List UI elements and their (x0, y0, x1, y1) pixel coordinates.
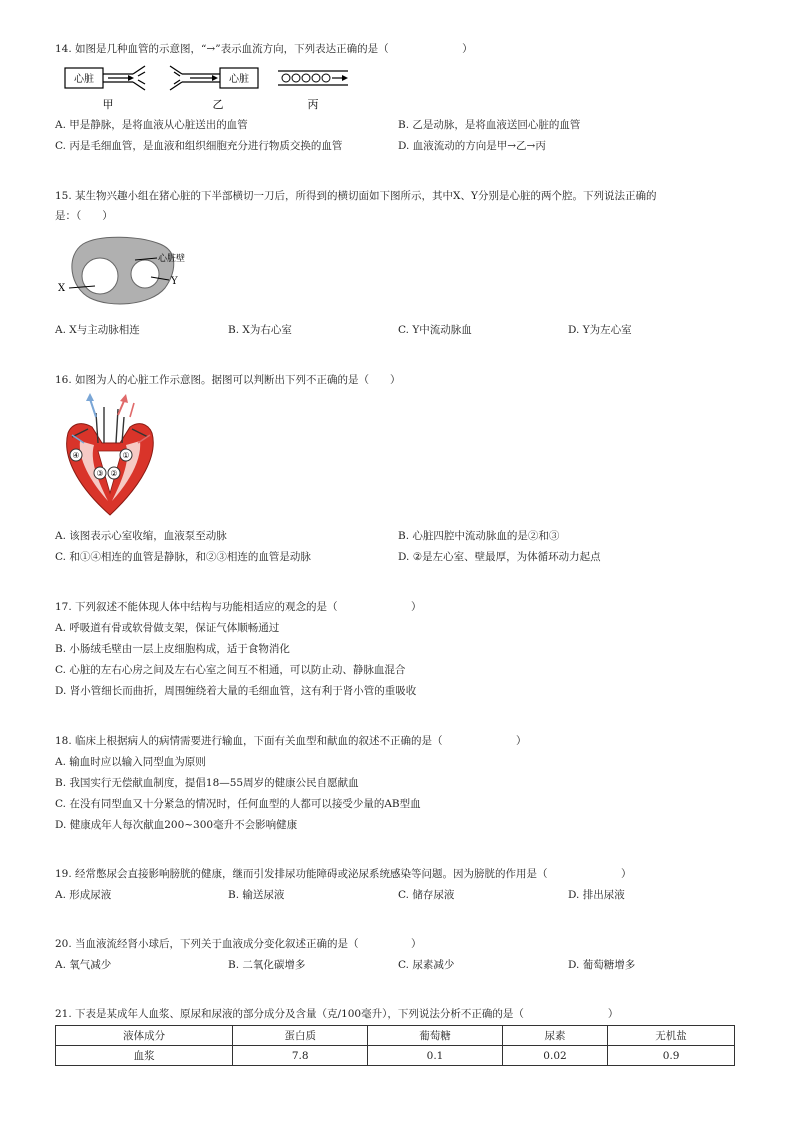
q16-option-c: C. 和①④相连的血管是静脉，和②③相连的血管是动脉 (55, 551, 311, 563)
q18-option-c: C. 在没有同型血又十分紧急的情况时，任何血型的人都可以接受少量的AB型血 (55, 798, 421, 810)
q16-stem: 16. 如图为人的心脏工作示意图。据图可以判断出下列不正确的是（ ） (55, 374, 401, 386)
q18-option-a: A. 输血时应以输入同型血为原则 (55, 756, 206, 768)
q15-label-wall: 心脏壁 (158, 254, 186, 264)
q17-option-c: C. 心脏的左右心房之间及左右心室之间互不相通，可以防止动、静脉血混合 (55, 664, 406, 676)
q20-option-c: C. 尿素减少 (398, 959, 455, 971)
table-cell: 7.8 (233, 1046, 368, 1066)
q14-label-yi: 乙 (212, 98, 224, 111)
q19-option-a: A. 形成尿液 (55, 889, 112, 901)
q15-option-a: A. X与主动脉相连 (55, 324, 140, 336)
q16-mark-1: ① (122, 451, 130, 460)
q14-option-d: D. 血液流动的方向是甲→乙→丙 (398, 140, 546, 152)
q14-option-c: C. 丙是毛细血管，是血液和组织细胞充分进行物质交换的血管 (55, 140, 343, 152)
q21-stem: 21. 下表是某成年人血浆、原尿和尿液的部分成分及含量（克/100毫升），下列说法分析不正确的是（ ） (55, 1008, 619, 1020)
table-row (56, 1046, 735, 1066)
q16-mark-3: ③ (96, 469, 104, 478)
table-header-cell: 液体成分 (56, 1026, 233, 1046)
q16-option-a: A. 该图表示心室收缩，血液泵至动脉 (55, 530, 227, 542)
q14-heart-label-1: 心脏 (74, 74, 94, 85)
table-header-cell: 葡萄糖 (368, 1026, 503, 1046)
q15-option-b: B. X为右心室 (228, 324, 292, 336)
q14-heart-label-2: 心脏 (229, 74, 249, 85)
table-header-row (56, 1026, 735, 1046)
q17-option-d: D. 肾小管细长而曲折，周围缠绕着大量的毛细血管，这有利于肾小管的重吸收 (55, 685, 417, 697)
table-header-cell: 蛋白质 (233, 1026, 368, 1046)
q15-label-x: X (58, 283, 66, 294)
q17-option-b: B. 小肠绒毛壁由一层上皮细胞构成，适于食物消化 (55, 643, 290, 655)
q21-table (55, 1025, 735, 1066)
q14-label-bing: 丙 (307, 98, 319, 111)
q19-stem: 19. 经常憋尿会直接影响膀胱的健康，继而引发排尿功能障碍或泌尿系统感染等问题。因为膀胱的作用是（ ） (55, 868, 632, 880)
q14-label-jia: 甲 (102, 98, 114, 111)
q19-option-c: C. 储存尿液 (398, 889, 455, 901)
q18-option-b: B. 我国实行无偿献血制度，提倡18—55周岁的健康公民自愿献血 (55, 777, 359, 789)
q16-option-d: D. ②是左心室、壁最厚，为体循环动力起点 (398, 551, 601, 563)
table-header-cell: 无机盐 (608, 1026, 735, 1046)
q16-option-b: B. 心脏四腔中流动脉血的是②和③ (398, 530, 560, 542)
q16-heart-diagram (58, 393, 168, 521)
table-header-cell: 尿素 (502, 1026, 607, 1046)
q15-stem-line2: 是：（ ） (55, 210, 113, 222)
q14-vessel-figure (60, 62, 360, 112)
table-cell: 0.9 (608, 1046, 735, 1066)
q15-label-y: Y (171, 276, 178, 287)
q20-stem: 20. 当血液流经肾小球后，下列关于血液成分变化叙述正确的是（ ） (55, 938, 422, 950)
q14-stem: 14. 如图是几种血管的示意图，“→”表示血流方向，下列表达正确的是（ ） (55, 43, 473, 55)
q18-stem: 18. 临床上根据病人的病情需要进行输血，下面有关血型和献血的叙述不正确的是（ ） (55, 735, 527, 747)
q16-mark-4: ④ (72, 451, 80, 460)
q15-heart-cross-section (55, 232, 205, 312)
q14-option-a: A. 甲是静脉，是将血液从心脏送出的血管 (55, 119, 248, 131)
q15-option-c: C. Y中流动脉血 (398, 324, 472, 336)
q20-option-a: A. 氧气减少 (55, 959, 112, 971)
q15-option-d: D. Y为左心室 (568, 324, 632, 336)
q14-option-b: B. 乙是动脉，是将血液送回心脏的血管 (398, 119, 581, 131)
q18-option-d: D. 健康成年人每次献血200~300毫升不会影响健康 (55, 819, 298, 831)
q17-stem: 17. 下列叙述不能体现人体中结构与功能相适应的观念的是（ ） (55, 601, 422, 613)
q20-option-b: B. 二氧化碳增多 (228, 959, 306, 971)
q19-option-d: D. 排出尿液 (568, 889, 625, 901)
table-cell: 0.1 (368, 1046, 503, 1066)
q19-option-b: B. 输送尿液 (228, 889, 285, 901)
table-cell: 0.02 (502, 1046, 607, 1066)
q16-mark-2: ② (110, 469, 118, 478)
q20-option-d: D. 葡萄糖增多 (568, 959, 636, 971)
q15-stem-line1: 15. 某生物兴趣小组在猪心脏的下半部横切一刀后，所得到的横切面如下图所示，其中X、Y分别是心脏的两个腔。下列说法正确的 (55, 190, 657, 202)
table-cell: 血浆 (56, 1046, 233, 1066)
q17-option-a: A. 呼吸道有骨或软骨做支架，保证气体顺畅通过 (55, 622, 280, 634)
